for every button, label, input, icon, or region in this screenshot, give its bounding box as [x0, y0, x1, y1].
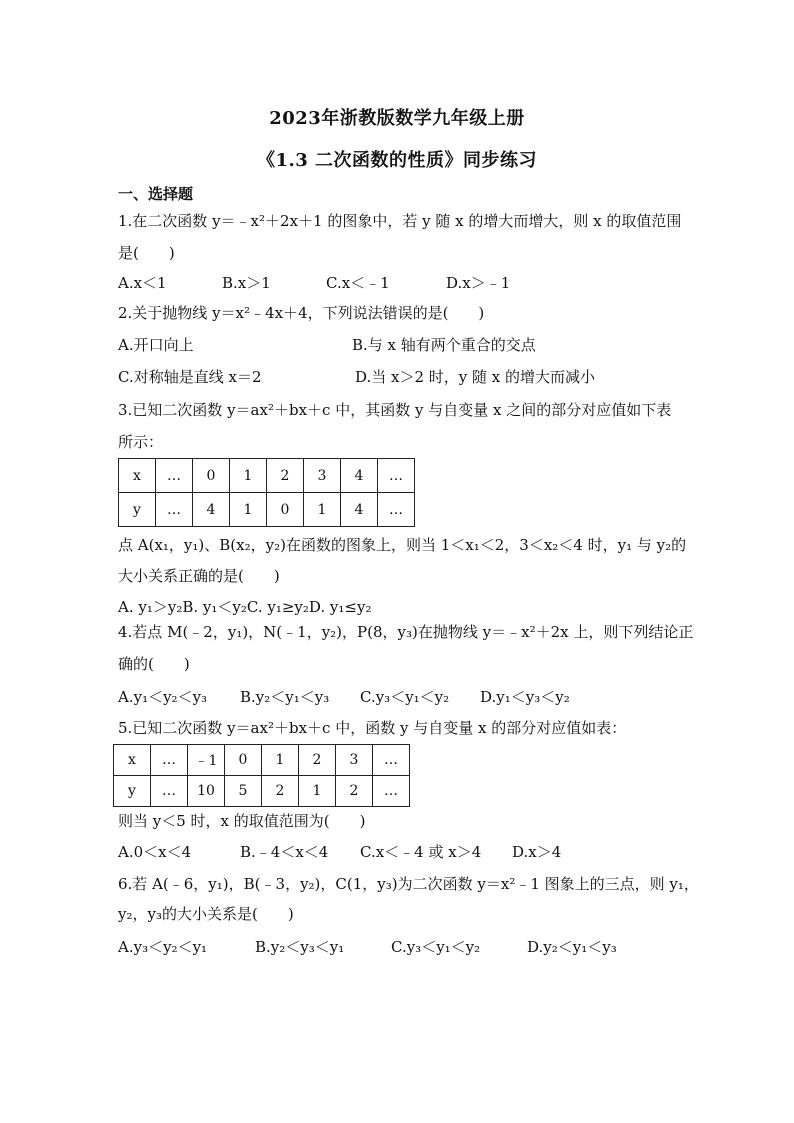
table-cell: 5: [225, 776, 262, 807]
table-cell: 10: [188, 776, 225, 807]
section-heading: 一、选择题: [118, 185, 194, 203]
q2-option-b: B.与 x 轴有两个重合的交点: [352, 336, 536, 354]
q4-option-d: D.y₁＜y₃＜y₂: [480, 688, 570, 706]
table-cell: 0: [193, 459, 230, 493]
table-cell: 2: [299, 745, 336, 776]
q1-stem-line1: 1.在二次函数 y＝﹣x²＋2x＋1 的图象中，若 y 随 x 的增大而增大，则 x 的取值范围: [118, 212, 682, 230]
table-cell: 2: [267, 459, 304, 493]
q4-option-a: A.y₁＜y₂＜y₃: [118, 688, 208, 706]
table-cell: y: [114, 776, 151, 807]
table-cell: x: [114, 745, 151, 776]
table-cell: 0: [225, 745, 262, 776]
table-cell: …: [151, 776, 188, 807]
document-subtitle: 《1.3 二次函数的性质》同步练习: [256, 150, 538, 171]
q2-option-d: D.当 x＞2 时，y 随 x 的增大而减小: [355, 368, 596, 386]
q5-value-table: [113, 744, 410, 807]
q5-stem-line1: 5.已知二次函数 y＝ax²＋bx＋c 中，函数 y 与自变量 x 的部分对应值如表：: [118, 719, 627, 737]
q6-option-a: A.y₃＜y₂＜y₁: [118, 938, 208, 956]
table-cell: 2: [262, 776, 299, 807]
table-cell: 1: [299, 776, 336, 807]
table-cell: …: [151, 745, 188, 776]
q6-option-b: B.y₂＜y₃＜y₁: [255, 938, 345, 956]
q1-stem-line2: 是( ): [118, 244, 175, 262]
q2-stem-line1: 2.关于抛物线 y＝x²﹣4x＋4，下列说法错误的是( ): [118, 304, 485, 322]
q1-option-b: B.x＞1: [222, 274, 271, 292]
q4-stem-line2: 确的( ): [118, 655, 190, 673]
q5-stem-line2: 则当 y＜5 时，x 的取值范围为( ): [118, 812, 366, 830]
table-cell: …: [378, 493, 415, 527]
table-cell: 4: [341, 459, 378, 493]
table-cell: …: [373, 745, 410, 776]
q1-option-c: C.x＜﹣1: [326, 274, 390, 292]
q3-stem-line2: 所示：: [118, 433, 164, 451]
table-cell: 1: [230, 459, 267, 493]
q6-stem-line2: y₂，y₃的大小关系是( ): [118, 905, 294, 923]
table-cell: …: [156, 459, 193, 493]
q6-option-d: D.y₂＜y₁＜y₃: [527, 938, 617, 956]
q3-value-table: [118, 458, 415, 527]
q4-option-b: B.y₂＜y₁＜y₃: [240, 688, 330, 706]
table-cell: 4: [341, 493, 378, 527]
q4-option-c: C.y₃＜y₁＜y₂: [360, 688, 450, 706]
table-cell: 1: [304, 493, 341, 527]
q5-option-c: C.x＜﹣4 或 x＞4: [360, 843, 482, 861]
q5-option-b: B.﹣4＜x＜4: [240, 843, 329, 861]
table-cell: 2: [336, 776, 373, 807]
table-cell: y: [119, 493, 156, 527]
q4-stem-line1: 4.若点 M(﹣2，y₁)，N(﹣1，y₂)，P(8，y₃)在抛物线 y＝﹣x²＋2x 上，则下列结论正: [118, 623, 694, 641]
table-row: [114, 776, 410, 807]
q5-option-a: A.0＜x＜4: [118, 843, 192, 861]
table-cell: x: [119, 459, 156, 493]
table-cell: 3: [304, 459, 341, 493]
table-cell: 1: [230, 493, 267, 527]
table-row: [114, 745, 410, 776]
q1-option-d: D.x＞﹣1: [446, 274, 511, 292]
table-cell: …: [373, 776, 410, 807]
q6-stem-line1: 6.若 A(﹣6，y₁)，B(﹣3，y₂)，C(1，y₃)为二次函数 y＝x²﹣1 图象上的三点，则 y₁，: [118, 875, 699, 893]
table-row: [119, 493, 415, 527]
q2-option-a: A.开口向上: [118, 336, 194, 354]
table-cell: ﹣1: [188, 745, 225, 776]
table-cell: 4: [193, 493, 230, 527]
table-row: [119, 459, 415, 493]
q3-stem-line4: 大小关系正确的是( ): [118, 567, 280, 585]
q6-option-c: C.y₃＜y₁＜y₂: [391, 938, 481, 956]
q3-options: A. y₁＞y₂B. y₁＜y₂C. y₁≥y₂D. y₁≤y₂: [118, 598, 372, 616]
q2-option-c: C.对称轴是直线 x＝2: [118, 368, 262, 386]
table-cell: 1: [262, 745, 299, 776]
document-title: 2023年浙教版数学九年级上册: [269, 108, 525, 129]
table-cell: …: [378, 459, 415, 493]
table-cell: 0: [267, 493, 304, 527]
table-cell: …: [156, 493, 193, 527]
q3-stem-line3: 点 A(x₁，y₁)、B(x₂，y₂)在函数的图象上，则当 1＜x₁＜2，3＜x₂＜4 时，y₁ 与 y₂的: [118, 536, 687, 554]
q3-stem-line1: 3.已知二次函数 y＝ax²＋bx＋c 中，其函数 y 与自变量 x 之间的部分对应值如下表: [118, 401, 672, 419]
table-cell: 3: [336, 745, 373, 776]
q1-option-a: A.x＜1: [118, 274, 167, 292]
q5-option-d: D.x＞4: [512, 843, 562, 861]
